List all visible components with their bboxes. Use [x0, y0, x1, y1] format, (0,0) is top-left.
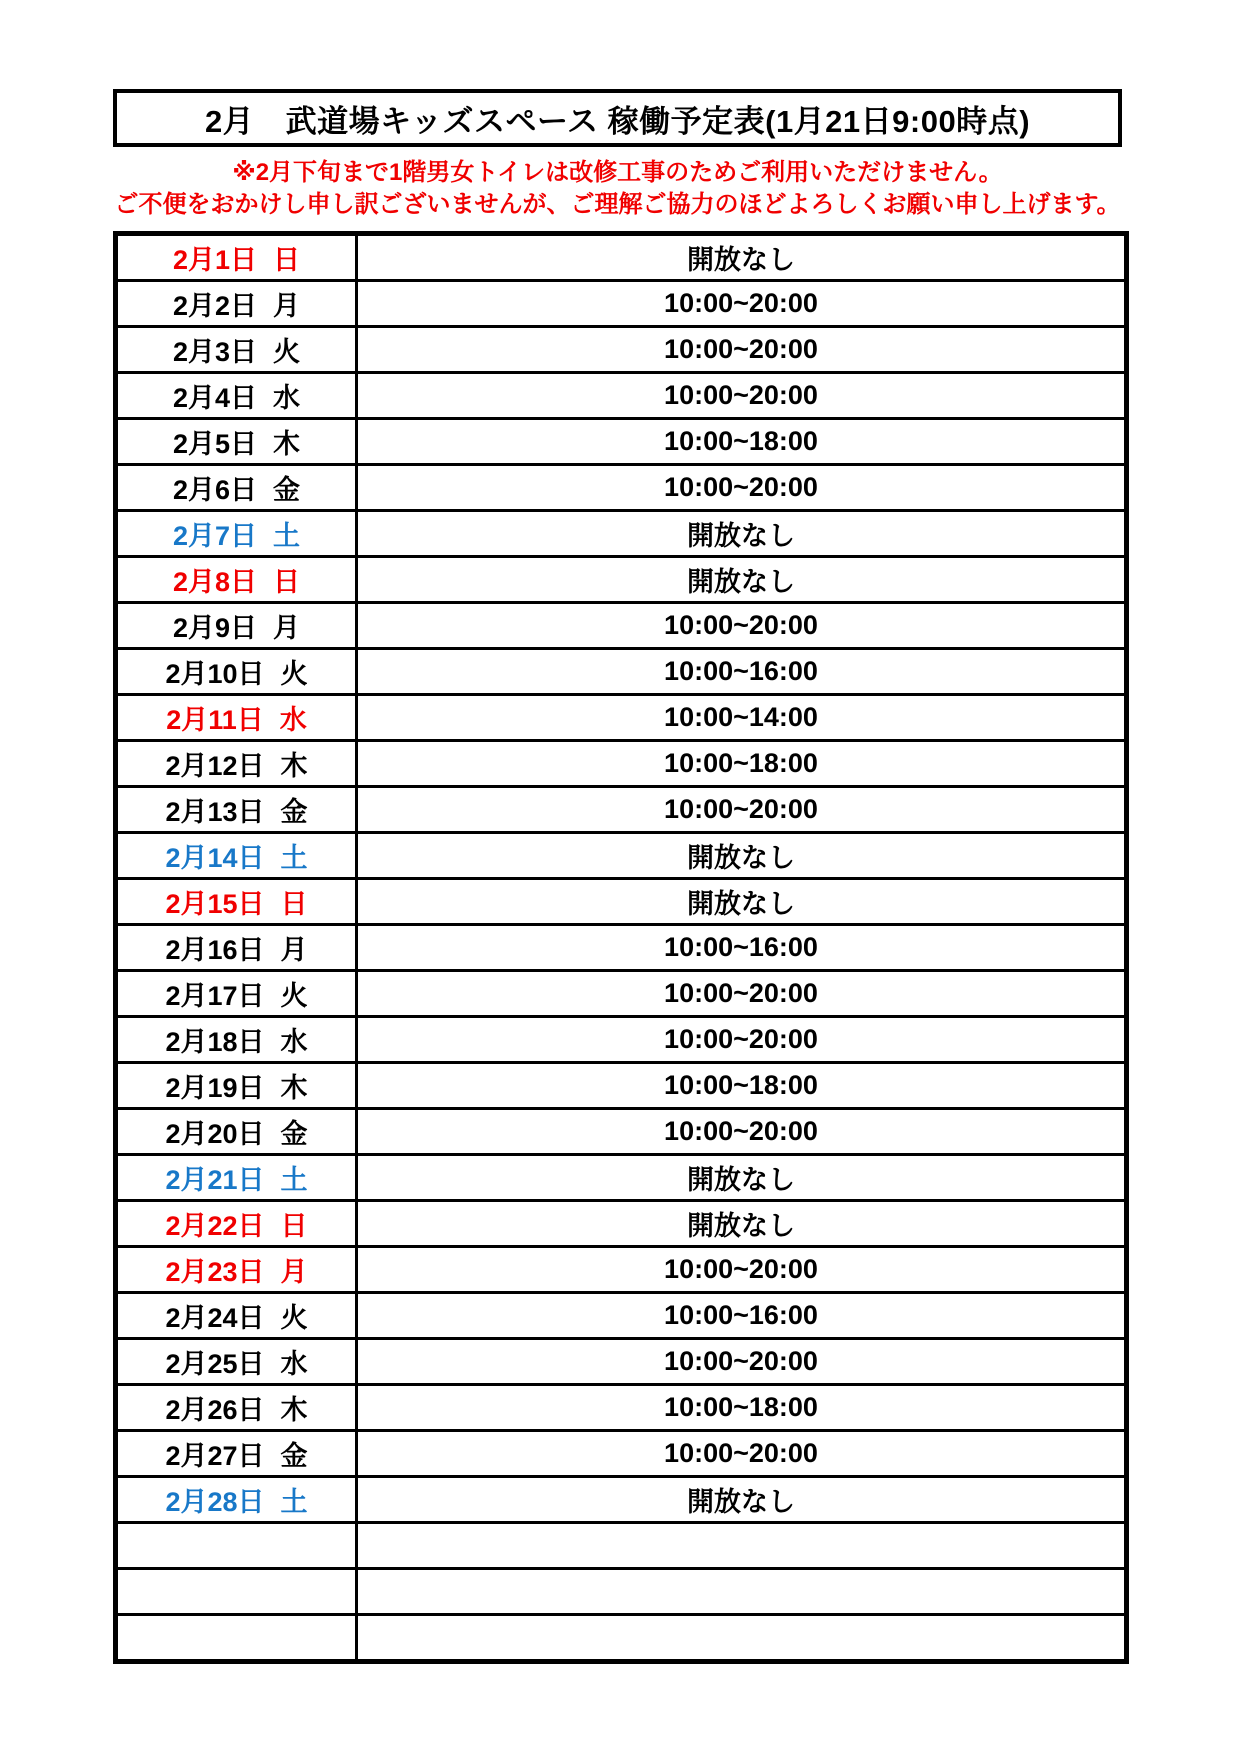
hours-cell: [357, 1247, 1127, 1293]
date-cell: [116, 1477, 357, 1523]
table-row: [116, 741, 1127, 787]
hours-cell: [357, 971, 1127, 1017]
table-row: [116, 1293, 1127, 1339]
hours-label: 10:00~18:00: [664, 748, 818, 778]
table-row: [116, 1339, 1127, 1385]
schedule-table-body: [116, 234, 1127, 1662]
weekday-label: 火: [280, 981, 308, 1011]
date-cell: [116, 695, 357, 741]
notice-line-1: ※2月下旬まで1階男女トイレは改修工事のためご利用いただけません。: [232, 159, 1003, 186]
hours-cell: [357, 234, 1127, 281]
hours-cell: [357, 879, 1127, 925]
hours-label: 10:00~20:00: [664, 1346, 818, 1376]
hours-label: 開放なし: [687, 521, 795, 551]
notice-line-2: ご不便をおかけし申し訳ございませんが、ご理解ご協力のほどよろしくお願い申し上げます。: [114, 191, 1121, 218]
table-row: [116, 787, 1127, 833]
date-label: 2月6日: [172, 475, 258, 505]
date-label: 2月8日: [172, 567, 258, 597]
date-cell: [116, 1431, 357, 1477]
date-label: 2月4日: [172, 383, 258, 413]
table-row: [116, 373, 1127, 419]
hours-label: 10:00~18:00: [664, 1070, 818, 1100]
date-label: 2月23日: [165, 1257, 265, 1287]
weekday-label: 月: [273, 291, 301, 321]
date-cell: [116, 833, 357, 879]
date-label: 2月1日: [172, 245, 258, 275]
weekday-label: 火: [280, 659, 308, 689]
date-cell: [116, 234, 357, 281]
table-row: [116, 833, 1127, 879]
date-label: 2月19日: [165, 1073, 265, 1103]
table-row: [116, 1431, 1127, 1477]
date-label: 2月15日: [165, 889, 265, 919]
table-row: [116, 1477, 1127, 1523]
date-label: 2月9日: [172, 613, 258, 643]
date-cell: [116, 281, 357, 327]
date-cell: [116, 1247, 357, 1293]
hours-label: 開放なし: [687, 1211, 795, 1241]
hours-label: 10:00~20:00: [664, 1254, 818, 1284]
date-cell: [116, 1201, 357, 1247]
hours-label: 10:00~20:00: [664, 1438, 818, 1468]
weekday-label: 月: [273, 613, 301, 643]
schedule-table: [113, 231, 1129, 1664]
date-cell: [116, 1109, 357, 1155]
page-title: 2月 武道場キッズスペース 稼働予定表(1月21日9:00時点): [204, 103, 1031, 139]
date-cell: [116, 1615, 357, 1662]
hours-cell: [357, 281, 1127, 327]
weekday-label: 金: [280, 797, 308, 827]
date-cell: [116, 373, 357, 419]
table-row: [116, 1155, 1127, 1201]
hours-cell: [357, 695, 1127, 741]
date-cell: [116, 1523, 357, 1569]
weekday-label: 木: [273, 429, 301, 459]
table-row: [116, 234, 1127, 281]
hours-cell: [357, 603, 1127, 649]
hours-label: 10:00~20:00: [664, 978, 818, 1008]
hours-cell: [357, 1615, 1127, 1662]
hours-cell: [357, 925, 1127, 971]
table-row: [116, 925, 1127, 971]
table-row: [116, 971, 1127, 1017]
date-label: 2月2日: [172, 291, 258, 321]
date-cell: [116, 465, 357, 511]
date-label: 2月13日: [165, 797, 265, 827]
weekday-label: 木: [280, 1395, 308, 1425]
date-cell: [116, 787, 357, 833]
hours-cell: [357, 1523, 1127, 1569]
hours-label: 10:00~18:00: [664, 426, 818, 456]
date-cell: [116, 1063, 357, 1109]
hours-cell: [357, 1385, 1127, 1431]
table-row: [116, 1615, 1127, 1662]
date-label: 2月3日: [172, 337, 258, 367]
date-cell: [116, 741, 357, 787]
date-cell: [116, 603, 357, 649]
hours-cell: [357, 1109, 1127, 1155]
hours-cell: [357, 327, 1127, 373]
hours-cell: [357, 373, 1127, 419]
date-cell: [116, 649, 357, 695]
weekday-label: 金: [280, 1119, 308, 1149]
weekday-label: 火: [280, 1303, 308, 1333]
weekday-label: 日: [280, 1211, 308, 1241]
hours-cell: [357, 1293, 1127, 1339]
date-cell: [116, 327, 357, 373]
date-label: 2月18日: [165, 1027, 265, 1057]
weekday-label: 土: [280, 1165, 308, 1195]
date-label: 2月28日: [165, 1487, 265, 1517]
weekday-label: 日: [273, 567, 301, 597]
hours-cell: [357, 465, 1127, 511]
table-row: [116, 1569, 1127, 1615]
date-label: 2月14日: [165, 843, 265, 873]
table-row: [116, 281, 1127, 327]
hours-label: 10:00~20:00: [664, 380, 818, 410]
hours-cell: [357, 741, 1127, 787]
table-row: [116, 511, 1127, 557]
table-row: [116, 1201, 1127, 1247]
hours-label: 開放なし: [687, 245, 795, 275]
notice: [113, 157, 1122, 221]
table-row: [116, 649, 1127, 695]
hours-cell: [357, 1431, 1127, 1477]
date-label: 2月24日: [165, 1303, 265, 1333]
date-label: 2月11日: [166, 705, 264, 735]
date-cell: [116, 1017, 357, 1063]
date-cell: [116, 1385, 357, 1431]
weekday-label: 火: [273, 337, 301, 367]
hours-label: 開放なし: [687, 1487, 795, 1517]
date-label: 2月20日: [165, 1119, 265, 1149]
hours-label: 10:00~20:00: [664, 472, 818, 502]
weekday-label: 月: [280, 1257, 308, 1287]
date-cell: [116, 1155, 357, 1201]
date-cell: [116, 925, 357, 971]
date-cell: [116, 879, 357, 925]
hours-cell: [357, 1477, 1127, 1523]
hours-cell: [357, 1017, 1127, 1063]
hours-label: 10:00~16:00: [664, 1300, 818, 1330]
hours-label: 10:00~20:00: [664, 1116, 818, 1146]
hours-label: 10:00~16:00: [664, 656, 818, 686]
date-label: 2月25日: [165, 1349, 265, 1379]
date-cell: [116, 1293, 357, 1339]
table-row: [116, 327, 1127, 373]
hours-cell: [357, 511, 1127, 557]
table-row: [116, 1063, 1127, 1109]
date-label: 2月22日: [165, 1211, 265, 1241]
date-label: 2月5日: [172, 429, 258, 459]
hours-label: 10:00~20:00: [664, 610, 818, 640]
hours-label: 開放なし: [687, 1165, 795, 1195]
hours-label: 10:00~20:00: [664, 334, 818, 364]
weekday-label: 金: [273, 475, 301, 505]
hours-cell: [357, 1201, 1127, 1247]
date-cell: [116, 1339, 357, 1385]
date-label: 2月12日: [165, 751, 265, 781]
date-cell: [116, 511, 357, 557]
weekday-label: 木: [280, 1073, 308, 1103]
date-label: 2月21日: [165, 1165, 265, 1195]
hours-cell: [357, 557, 1127, 603]
table-row: [116, 1017, 1127, 1063]
date-label: 2月16日: [165, 935, 265, 965]
weekday-label: 月: [280, 935, 308, 965]
hours-label: 10:00~18:00: [664, 1392, 818, 1422]
table-row: [116, 695, 1127, 741]
weekday-label: 土: [273, 521, 301, 551]
date-label: 2月10日: [165, 659, 265, 689]
hours-label: 開放なし: [687, 889, 795, 919]
hours-cell: [357, 1339, 1127, 1385]
hours-label: 10:00~20:00: [664, 288, 818, 318]
title-box: [113, 89, 1122, 147]
hours-cell: [357, 787, 1127, 833]
table-row: [116, 1385, 1127, 1431]
hours-label: 10:00~20:00: [664, 794, 818, 824]
table-row: [116, 603, 1127, 649]
weekday-label: 水: [273, 383, 301, 413]
weekday-label: 水: [280, 1027, 308, 1057]
weekday-label: 水: [279, 705, 307, 735]
table-row: [116, 879, 1127, 925]
date-label: 2月7日: [172, 521, 258, 551]
date-cell: [116, 1569, 357, 1615]
weekday-label: 金: [280, 1441, 308, 1471]
date-label: 2月17日: [165, 981, 265, 1011]
hours-label: 10:00~20:00: [664, 1024, 818, 1054]
table-row: [116, 557, 1127, 603]
hours-label: 10:00~14:00: [664, 702, 818, 732]
hours-label: 開放なし: [687, 567, 795, 597]
weekday-label: 日: [273, 245, 301, 275]
table-row: [116, 419, 1127, 465]
date-cell: [116, 419, 357, 465]
date-cell: [116, 971, 357, 1017]
table-row: [116, 1109, 1127, 1155]
table-row: [116, 1523, 1127, 1569]
hours-cell: [357, 1569, 1127, 1615]
table-row: [116, 465, 1127, 511]
hours-cell: [357, 833, 1127, 879]
date-label: 2月26日: [165, 1395, 265, 1425]
hours-label: 10:00~16:00: [664, 932, 818, 962]
weekday-label: 土: [280, 1487, 308, 1517]
weekday-label: 日: [280, 889, 308, 919]
hours-cell: [357, 419, 1127, 465]
weekday-label: 土: [280, 843, 308, 873]
hours-cell: [357, 1155, 1127, 1201]
date-cell: [116, 557, 357, 603]
date-label: 2月27日: [165, 1441, 265, 1471]
hours-cell: [357, 1063, 1127, 1109]
table-row: [116, 1247, 1127, 1293]
hours-label: 開放なし: [687, 843, 795, 873]
weekday-label: 水: [280, 1349, 308, 1379]
hours-cell: [357, 649, 1127, 695]
weekday-label: 木: [280, 751, 308, 781]
